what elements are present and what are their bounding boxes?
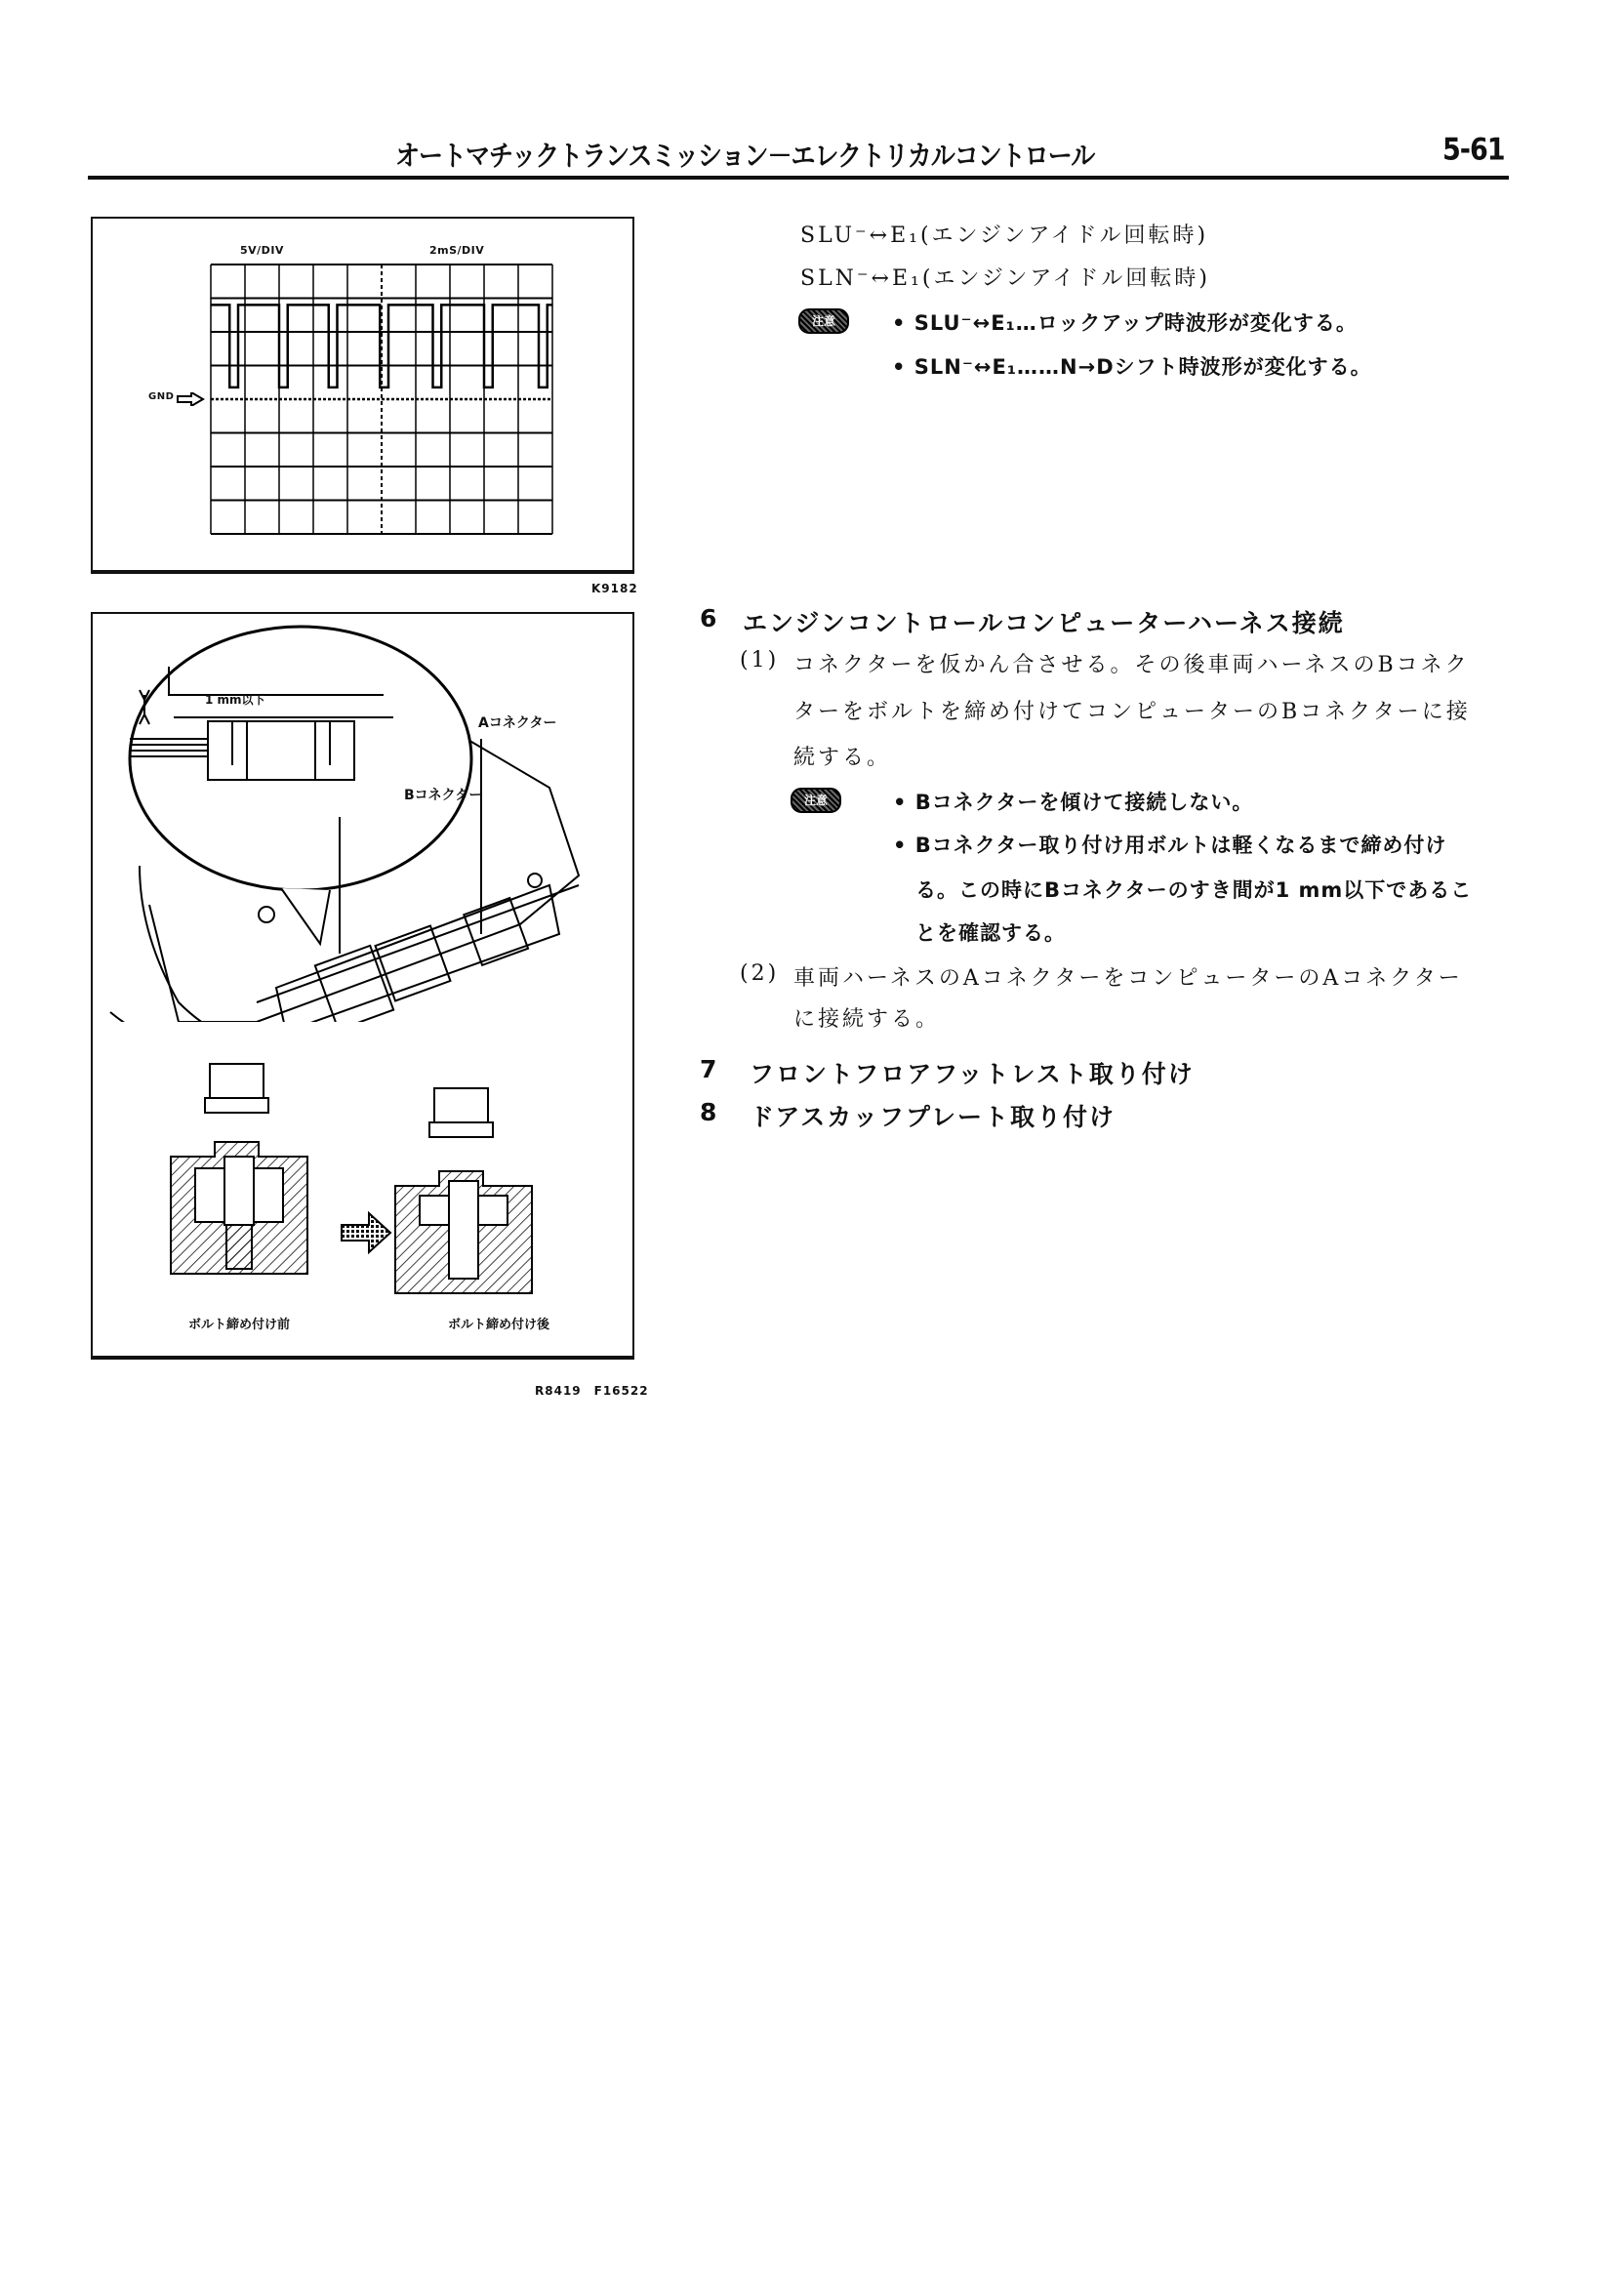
section-6-title: エンジンコントロールコンピューターハーネス接続 — [743, 609, 1345, 637]
gap-label: 1 mm以下 — [205, 693, 265, 707]
sln-measurement: SLN⁻↔E₁(エンジンアイドル回転時) — [800, 266, 1210, 291]
slu-measurement: SLU⁻↔E₁(エンジンアイドル回転時) — [800, 224, 1209, 248]
note-sln: • SLN⁻↔E₁……N→Dシフト時波形が変化する。 — [892, 355, 1372, 379]
gnd-label: GND — [148, 391, 175, 402]
section-8-number: 8 — [700, 1098, 719, 1126]
notice-badge-label: 注意 — [791, 788, 841, 813]
notice-badge — [798, 308, 849, 334]
time-div-label: 2mS/DIV — [429, 244, 485, 257]
figure1-code: K9182 — [591, 582, 638, 595]
connector-b-label: Bコネクター — [404, 788, 483, 803]
bolt-tightening-diagram — [166, 1059, 586, 1303]
header-rule — [88, 176, 1509, 180]
connector-a-label: Aコネクター — [478, 715, 557, 731]
note-slu: • SLU⁻↔E₁…ロックアップ時波形が変化する。 — [892, 311, 1358, 335]
notice-badge — [791, 788, 841, 813]
step-1-note: とを確認する。 — [915, 921, 1066, 945]
step-1-note: る。この時にBコネクターのすき間が1 mm以下であるこ — [915, 878, 1473, 902]
step-1-number: (1) — [740, 648, 780, 672]
page-header-title: オートマチックトランスミッション－エレクトリカルコントロール — [395, 140, 1095, 173]
step-1-note: • Bコネクターを傾けて接続しない。 — [893, 791, 1254, 814]
step-1-line: ターをボルトを締め付けてコンピューターのBコネクターに接 — [793, 700, 1471, 724]
section-8-title: ドアスカッフプレート取り付け — [750, 1103, 1116, 1131]
notice-badge-label: 注意 — [798, 308, 849, 334]
figure2-code: R8419 F16522 — [535, 1384, 649, 1398]
section-6-number: 6 — [700, 604, 719, 632]
step-1-line: 続する。 — [793, 746, 892, 770]
step-2-line: 車両ハーネスのAコネクターをコンピューターのAコネクター — [793, 966, 1463, 991]
caption-before-tightening: ボルト締め付け前 — [188, 1318, 291, 1332]
step-2-number: (2) — [740, 961, 780, 986]
gnd-arrow-icon — [176, 392, 205, 406]
caption-after-tightening: ボルト締め付け後 — [448, 1318, 550, 1332]
step-1-note: • Bコネクター取り付け用ボルトは軽くなるまで締め付け — [893, 834, 1447, 857]
page-number: 5-61 — [1442, 132, 1505, 168]
oscilloscope-grid — [210, 264, 553, 535]
ecu-connector-illustration — [91, 612, 634, 1022]
step-1-line: コネクターを仮かん合させる。その後車両ハーネスのBコネク — [793, 653, 1470, 677]
volt-div-label: 5V/DIV — [240, 244, 284, 257]
step-2-line: に接続する。 — [793, 1007, 941, 1032]
section-7-number: 7 — [700, 1055, 719, 1083]
section-7-title: フロントフロアフットレスト取り付け — [750, 1060, 1195, 1088]
